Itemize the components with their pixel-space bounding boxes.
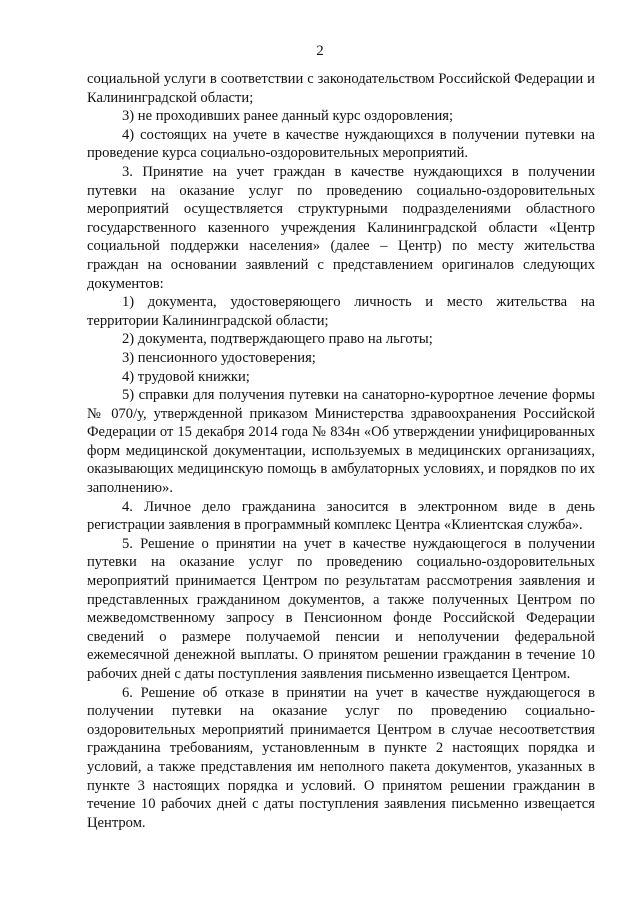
- paragraph-doc-5: 5) справки для получения путевки на санаторно-курортное лечение формы № 070/у, утвержденной приказом Министерства здравоохранения Российской Федерации от 15 декабря 2014 года № 834н «Об утверждении унифицированных форм медицинской документации, используемых в медицинских организациях, оказывающих медицинскую помощь в амбулаторных условиях, и порядков по их заполнению».: [87, 387, 595, 497]
- paragraph-doc-3: 3) пенсионного удостоверения;: [122, 349, 316, 366]
- paragraph-doc-4: 4) трудовой книжки;: [122, 368, 250, 385]
- document-body: [87, 70, 595, 832]
- paragraph-continuation: социальной услуги в соответствии с законодательством Российской Федерации и Калининградской области;: [87, 71, 595, 106]
- paragraph-section-5: 5. Решение о принятии на учет в качестве нуждающегося в получении путевки на оказание услуг по проведению социально-оздоровительных мероприятий принимается Центром по результатам рассмотрения заявления и представленных гражданином документов, а также полученных Центром по межведомственному запросу в Пенсионном фонде Российской Федерации сведений о размере получаемой пенсии и неполучении федеральной ежемесячной денежной выплаты. О принятом решении гражданин в течение 10 рабочих дней с даты поступления заявления письменно извещается Центром.: [87, 535, 595, 682]
- paragraph-section-6: 6. Решение об отказе в принятии на учет в качестве нуждающегося в получении путевки на оказание услуг по проведению социально-оздоровительных мероприятий принимается Центром в случае несоответствия гражданина требованиям, установленным в пункте 2 настоящих порядка и условий, а также представления им неполного пакета документов, указанных в пункте 3 настоящих порядка и условий. О принятом решении гражданин в течение 10 рабочих дней с даты поступления заявления письменно извещается Центром.: [87, 684, 595, 831]
- paragraph-section-4: 4. Личное дело гражданина заносится в электронном виде в день регистрации заявления в программный комплекс Центра «Клиентская служба».: [87, 498, 595, 534]
- paragraph-doc-2: 2) документа, подтверждающего право на льготы;: [122, 331, 433, 348]
- page-number: 2: [316, 43, 324, 59]
- paragraph-item-4: 4) состоящих на учете в качестве нуждающихся в получении путевки на проведение курса социально-оздоровительных мероприятий.: [87, 126, 595, 162]
- paragraph-doc-1: 1) документа, удостоверяющего личность и место жительства на территории Калининградской области;: [87, 294, 595, 329]
- paragraph-item-3: 3) не проходивших ранее данный курс оздоровления;: [122, 108, 454, 125]
- paragraph-section-3: 3. Принятие на учет граждан в качестве нуждающихся в получении путевки на оказание услуг по проведению социально-оздоровительных мероприятий осуществляется структурными подразделениями областного государственного казенного учреждения Калининградской области «Центр социальной поддержки населения» (далее – Центр) по месту жительства граждан на основании заявлений с представлением оригиналов следующих документов:: [87, 163, 595, 292]
